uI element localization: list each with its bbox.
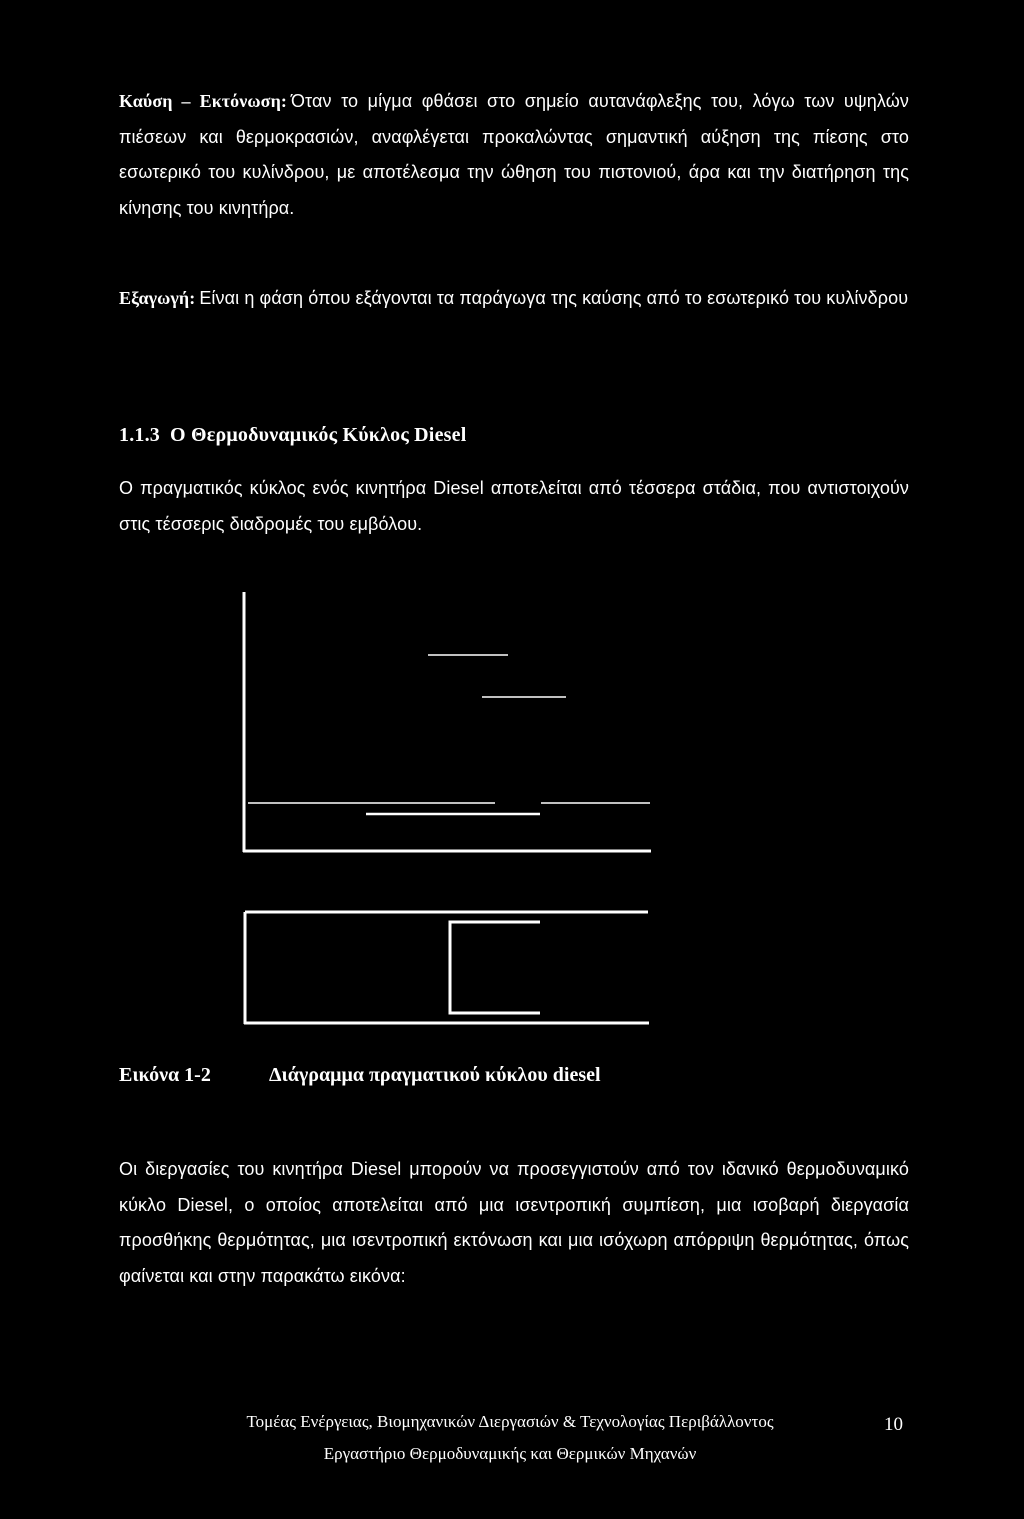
combustion-term: Καύση – Εκτόνωση: xyxy=(119,91,287,111)
figure-title: Διάγραμμα πραγματικού κύκλου diesel xyxy=(269,1064,601,1086)
exhaust-term: Εξαγωγή: xyxy=(119,288,196,308)
intro-paragraph: Ο πραγματικός κύκλος ενός κινητήρα Diesel αποτελείται από τέσσερα στάδια, που αντιστοιχούν στις τέσσερις διαδρομές του εμβόλου. xyxy=(119,478,909,534)
footer-laboratory: Εργαστήριο Θερμοδυναμικής και Θερμικών Μηχανών xyxy=(323,1444,697,1463)
footer-department: Τομέας Ενέργειας, Βιομηχανικών Διεργασιών & Τεχνολογίας Περιβάλλοντος xyxy=(246,1412,774,1431)
page-number: 10 xyxy=(884,1414,903,1435)
ideal-cycle-paragraph: Οι διεργασίες του κινητήρα Diesel μπορούν να προσεγγιστούν από τον ιδανικό θερμοδυναμικό κύκλο Diesel, ο οποίος αποτελείται από μια ισεντροπική συμπίεση, μια ισοβαρή διεργασία προσθήκης θερμότητας, μια ισεντροπική εκτόνωση και μια ισόχωρη απόρριψη θερμότητας, όπως φαίνεται και στην παρακάτω εικόνα: xyxy=(119,1159,909,1286)
section-number: 1.1.3 xyxy=(119,424,160,446)
figure-label: Εικόνα 1-2 xyxy=(119,1064,211,1086)
section-title: Ο Θερμοδυναμικός Κύκλος Diesel xyxy=(170,424,467,446)
combustion-text: Όταν το μίγμα φθάσει στο σημείο αυτανάφλεξης του, λόγω των υψηλών πιέσεων και θερμοκρασιών, αναφλέγεται προκαλώντας σημαντική αύξηση της πίεσης στο εσωτερικό του κυλίνδρου, με αποτέλεσμα την ώθηση του πιστονιού, άρα και την διατήρηση της κίνησης του κινητήρα. xyxy=(119,91,910,218)
exhaust-text: Είναι η φάση όπου εξάγονται τα παράγωγα της καύσης από το εσωτερικό του κυλίνδρου xyxy=(199,288,909,308)
figure-caption xyxy=(119,1064,601,1087)
piston-inner-bracket xyxy=(450,922,540,1013)
